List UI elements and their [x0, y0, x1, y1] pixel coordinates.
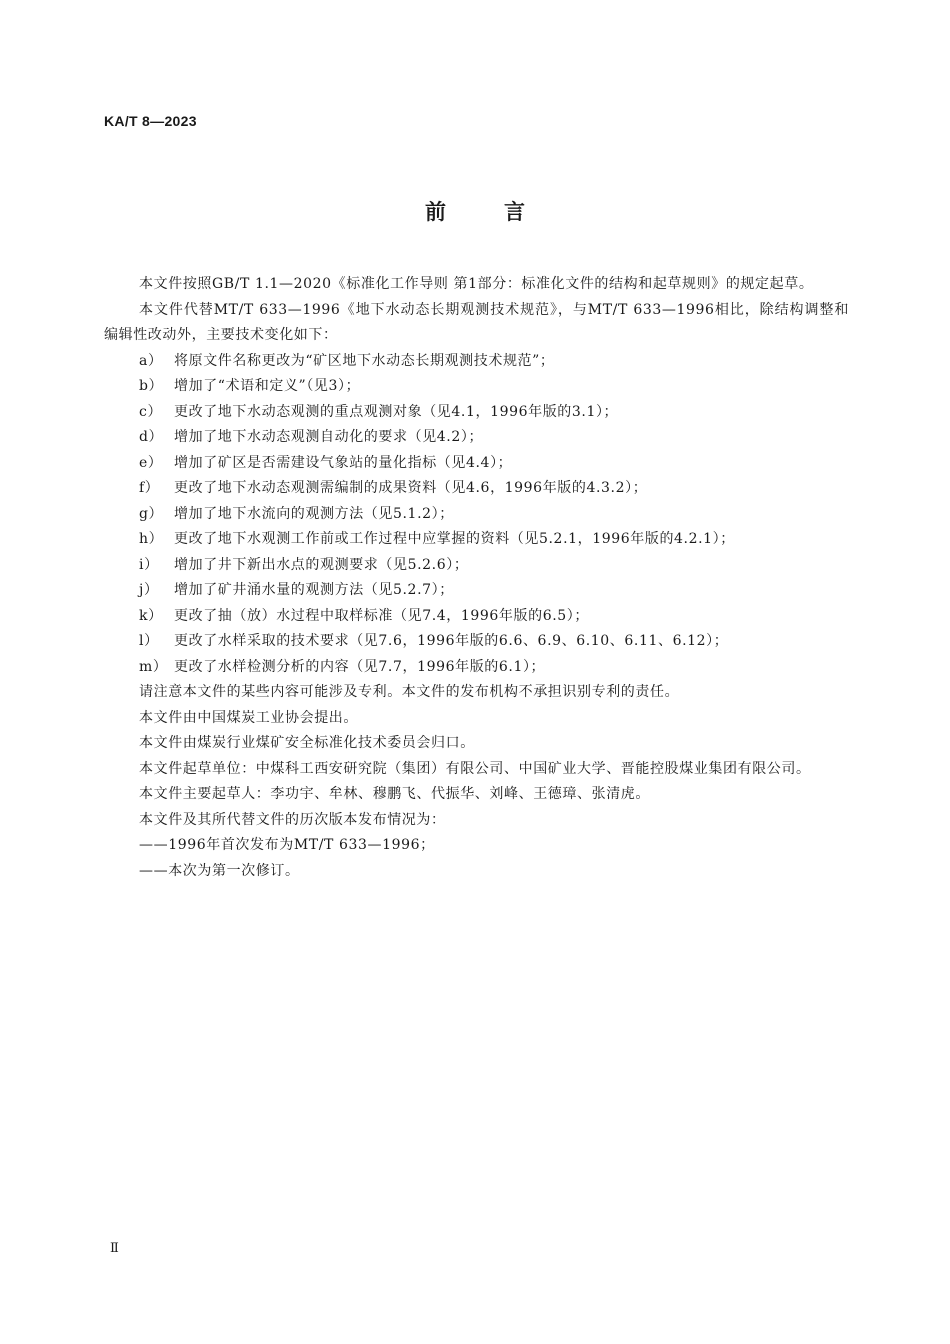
drafting-units: 本文件起草单位：中煤科工西安研究院（集团）有限公司、中国矿业大学、晋能控股煤业集团有限公司。	[139, 760, 811, 777]
list-item-text: 增加了矿区是否需建设气象站的量化指标（见4.4）；	[174, 454, 513, 471]
list-item	[104, 578, 849, 604]
document-body	[104, 272, 849, 884]
list-item	[104, 451, 849, 477]
list-item	[104, 604, 849, 630]
intro-paragraph-1: 本文件按照GB/T 1.1—2020《标准化工作导则 第1部分：标准化文件的结构和起草规则》的规定起草。	[139, 276, 814, 292]
list-item-text: 增加了“术语和定义”（见3）；	[174, 378, 361, 394]
list-item	[104, 476, 849, 502]
list-item-text: 更改了地下水动态观测的重点观测对象（见4.1，1996年版的3.1）；	[174, 403, 619, 420]
list-item	[104, 374, 849, 400]
list-marker: a）	[139, 352, 163, 369]
list-item-text: 更改了抽（放）水过程中取样标准（见7.4，1996年版的6.5）；	[174, 607, 589, 624]
patent-notice: 请注意本文件的某些内容可能涉及专利。本文件的发布机构不承担识别专利的责任。	[139, 684, 680, 700]
list-marker: g）	[139, 505, 164, 522]
list-item-text: 增加了地下水流向的观测方法（见5.1.2）；	[174, 505, 454, 522]
list-marker: h）	[139, 531, 164, 547]
history-item: ——本次为第一次修订。	[139, 862, 300, 879]
drafters: 本文件主要起草人：李功宇、牟林、穆鹏飞、代振华、刘峰、王德璋、张清虎。	[139, 786, 650, 802]
list-item-text: 更改了地下水观测工作前或工作过程中应掌握的资料（见5.2.1，1996年版的4.2.1）；	[174, 531, 735, 547]
intro-paragraph-2: 本文件代替MT/T 633—1996《地下水动态长期观测技术规范》，与MT/T 633—1996相比，除结构调整和编辑性改动外，主要技术变化如下：	[104, 301, 849, 343]
list-marker: b）	[139, 378, 164, 394]
history-intro: 本文件及其所代替文件的历次版本发布情况为：	[139, 811, 446, 828]
list-marker: c）	[139, 403, 163, 420]
list-marker: l）	[139, 633, 159, 649]
list-item	[104, 553, 849, 579]
standard-code: KA/T 8—2023	[104, 113, 197, 129]
list-marker: f）	[139, 480, 160, 496]
list-item	[104, 629, 849, 655]
list-item-text: 更改了水样检测分析的内容（见7.7，1996年版的6.1）；	[174, 658, 546, 675]
list-marker: i）	[139, 556, 159, 573]
list-item-text: 增加了井下新出水点的观测要求（见5.2.6）；	[174, 556, 469, 573]
centralized-statement: 本文件由煤炭行业煤矿安全标准化技术委员会归口。	[139, 735, 475, 751]
page-title: 前言	[425, 200, 583, 224]
list-item-text: 增加了地下水动态观测自动化的要求（见4.2）；	[174, 429, 484, 445]
list-marker: k）	[139, 607, 163, 624]
list-item	[104, 400, 849, 426]
list-item	[104, 655, 849, 681]
list-item-text: 更改了地下水动态观测需编制的成果资料（见4.6，1996年版的4.3.2）；	[174, 480, 648, 496]
list-marker: m）	[139, 658, 168, 675]
page-number: Ⅱ	[110, 1241, 119, 1256]
list-item	[104, 502, 849, 528]
list-item	[104, 425, 849, 451]
list-item-text: 将原文件名称更改为“矿区地下水动态长期观测技术规范”；	[174, 352, 555, 369]
list-item-text: 增加了矿井涌水量的观测方法（见5.2.7）；	[174, 582, 454, 598]
list-item	[104, 349, 849, 375]
list-marker: j）	[139, 582, 159, 598]
list-item-text: 更改了水样采取的技术要求（见7.6，1996年版的6.6、6.9、6.10、6.11、6.12）；	[174, 633, 729, 649]
proposer-statement: 本文件由中国煤炭工业协会提出。	[139, 709, 358, 726]
list-marker: d）	[139, 429, 164, 445]
history-item: ——1996年首次发布为MT/T 633—1996；	[139, 837, 435, 853]
list-item	[104, 527, 849, 553]
changes-list	[104, 349, 849, 681]
list-marker: e）	[139, 454, 163, 471]
